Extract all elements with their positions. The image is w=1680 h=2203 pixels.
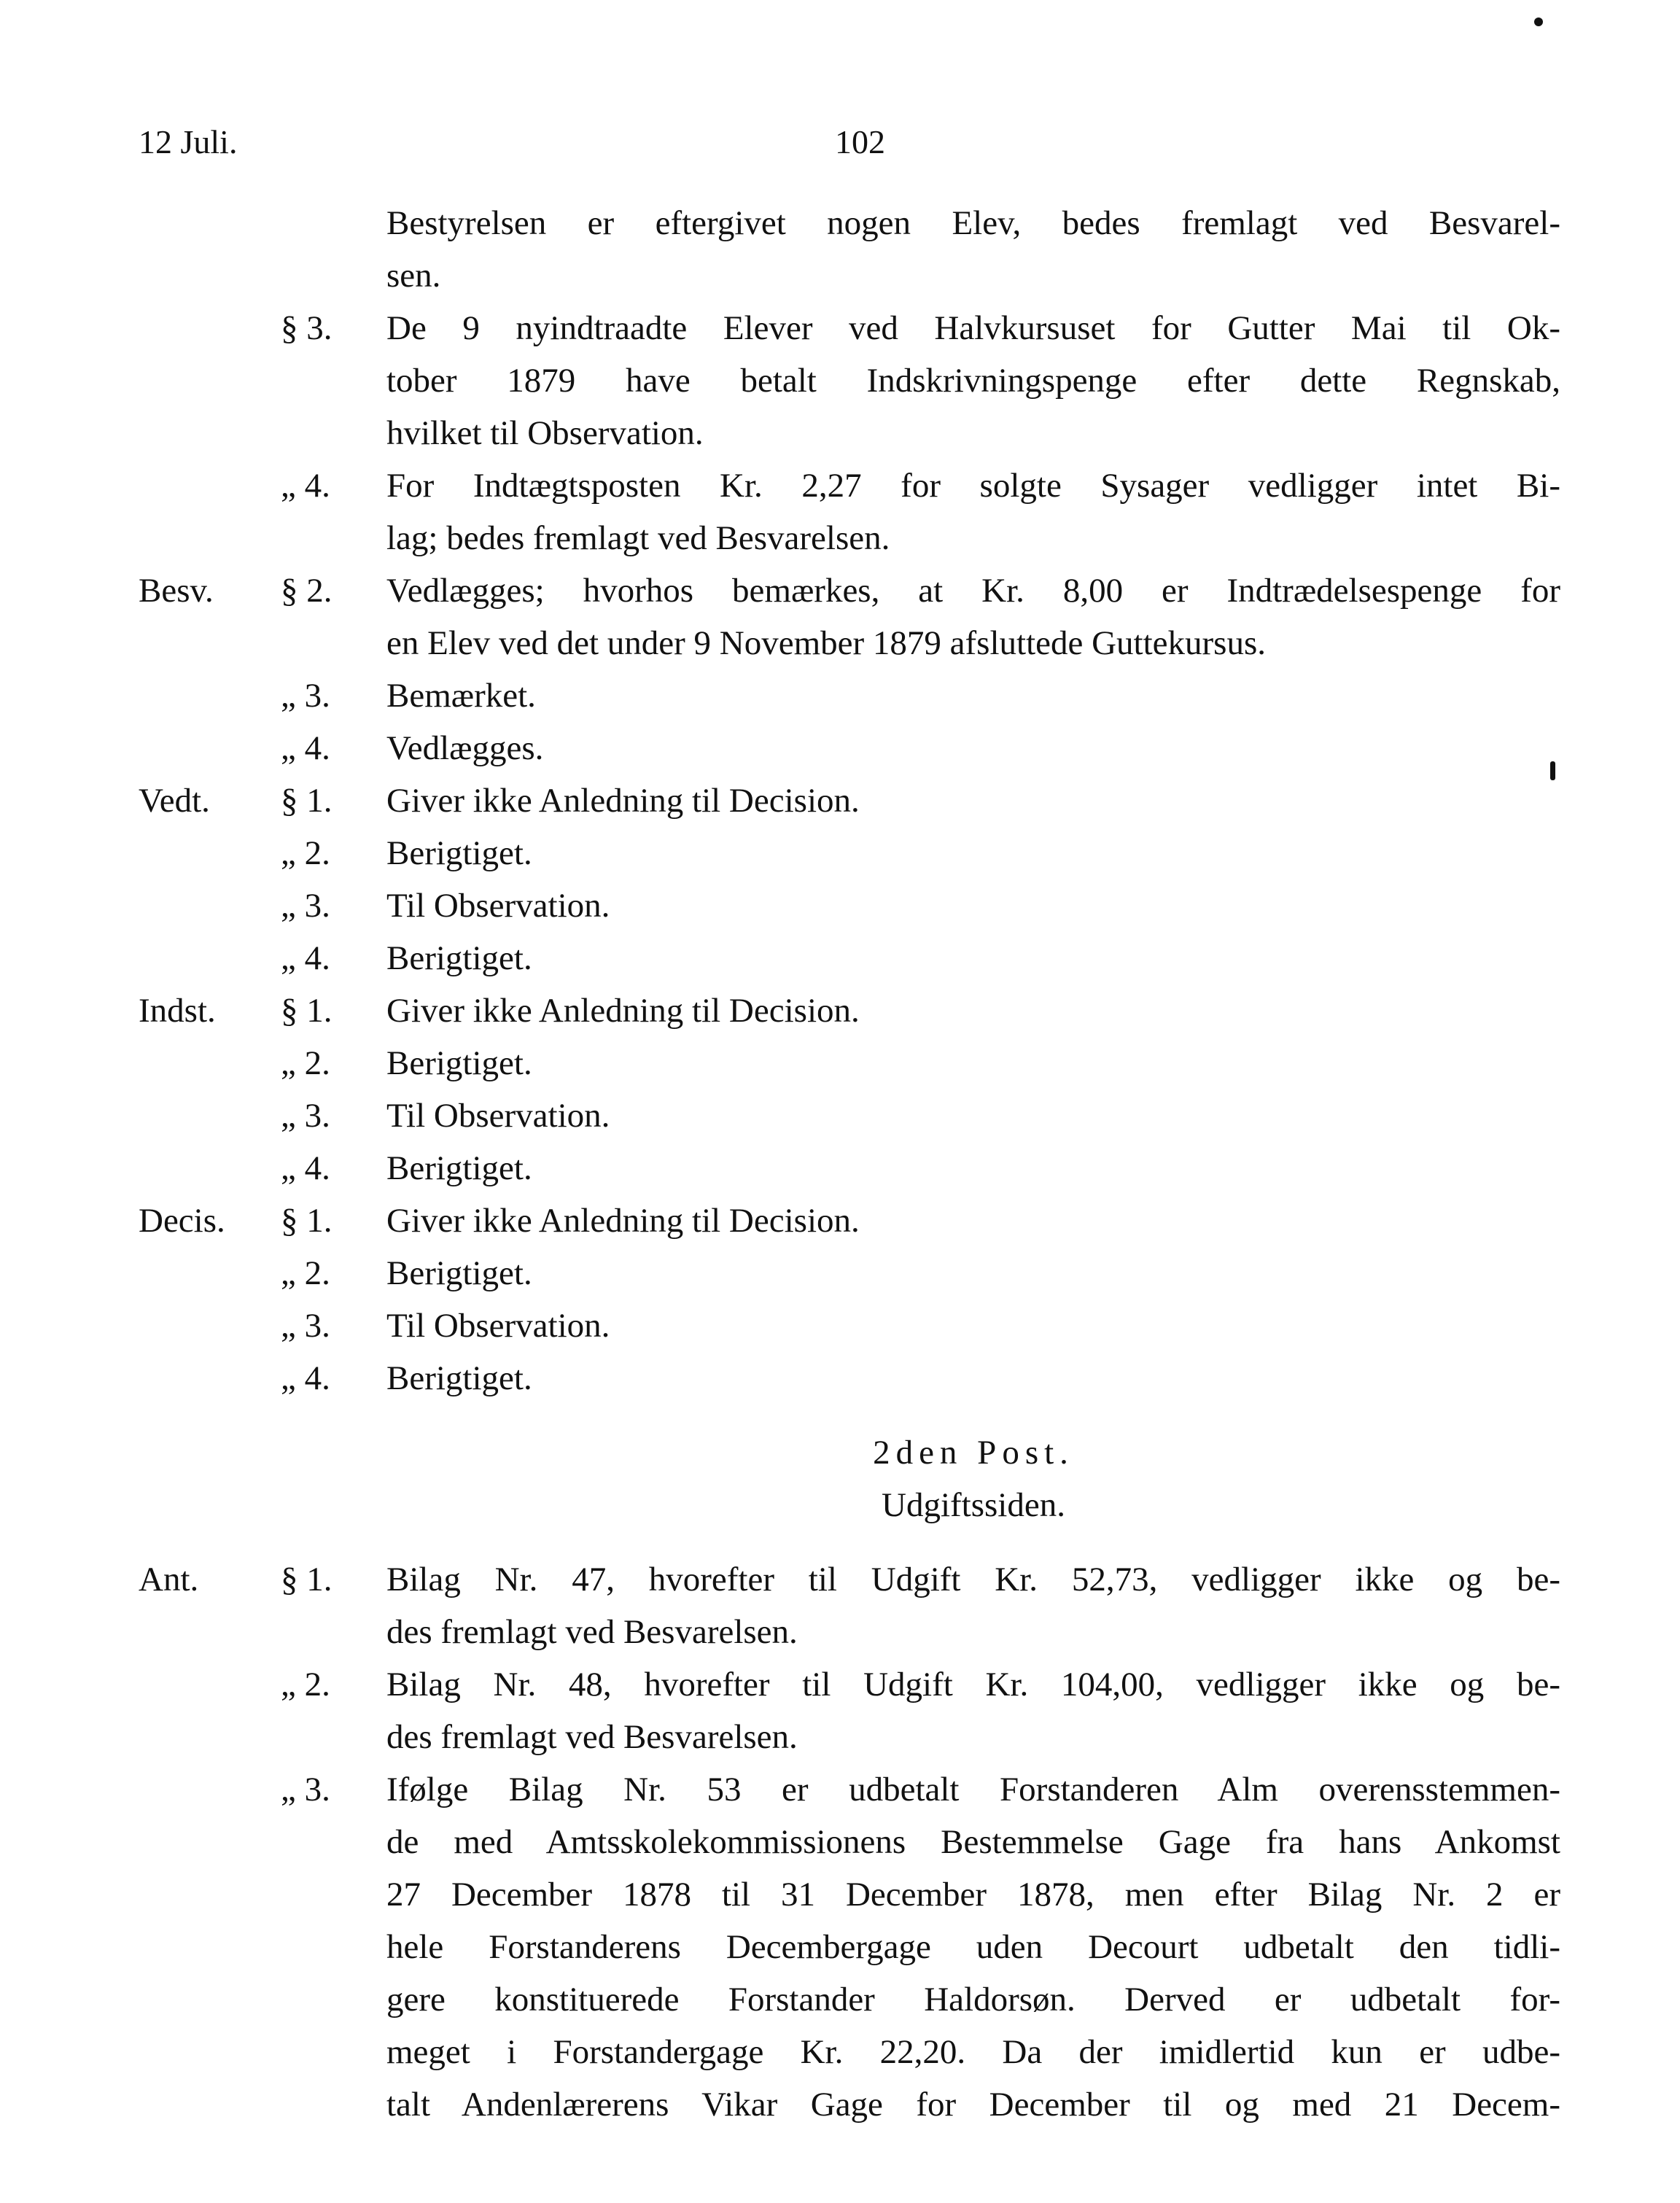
line-text: De 9 nyindtraadte Elever ved Halvkursuset for Gutter Mai til Ok- bbox=[386, 309, 1560, 347]
text-line bbox=[0, 1763, 1680, 1816]
line-text: tober 1879 have betalt Indskrivningspenge efter dette Regnskab, bbox=[386, 362, 1560, 400]
text-line bbox=[0, 459, 1680, 512]
header-date: 12 Juli. bbox=[139, 123, 238, 160]
text-line bbox=[0, 1194, 1680, 1247]
paragraph-mark: „ 3. bbox=[281, 1771, 330, 1808]
line-text: Berigtiget. bbox=[386, 1149, 532, 1187]
text-line bbox=[0, 1606, 1680, 1658]
text-line bbox=[0, 1142, 1680, 1194]
line-text: des fremlagt ved Besvarelsen. bbox=[386, 1613, 798, 1651]
line-text: Berigtiget. bbox=[386, 1359, 532, 1397]
line-text: gere konstituerede Forstander Haldorsøn. Derved er udbetalt for- bbox=[386, 1981, 1560, 2019]
line-text: des fremlagt ved Besvarelsen. bbox=[386, 1718, 798, 1756]
text-line bbox=[0, 564, 1680, 617]
text-line bbox=[0, 1868, 1680, 1921]
margin-label: Indst. bbox=[139, 992, 216, 1030]
text-line bbox=[0, 1711, 1680, 1763]
section-title: 2den Post. bbox=[873, 1434, 1074, 1472]
text-line bbox=[0, 249, 1680, 302]
text-line bbox=[0, 302, 1680, 354]
margin-label: Vedt. bbox=[139, 782, 210, 820]
page-header bbox=[0, 123, 1680, 174]
line-text: Bilag Nr. 48, hvorefter til Udgift Kr. 104,00, vedligger ikke og be- bbox=[386, 1666, 1560, 1703]
text-line bbox=[0, 1973, 1680, 2026]
line-text: talt Andenlærerens Vikar Gage for December til og med 21 Decem- bbox=[386, 2086, 1560, 2124]
text-line bbox=[0, 879, 1680, 932]
text-line bbox=[0, 1553, 1680, 1606]
section-subtitle: Udgiftssiden. bbox=[882, 1486, 1065, 1524]
line-text: For Indtægtsposten Kr. 2,27 for solgte Sysager vedligger intet Bi- bbox=[386, 467, 1560, 505]
paragraph-mark: „ 4. bbox=[281, 467, 330, 505]
paragraph-mark: § 1. bbox=[281, 992, 332, 1030]
text-line bbox=[0, 722, 1680, 774]
line-text: Giver ikke Anledning til Decision. bbox=[386, 992, 860, 1030]
text-line bbox=[0, 827, 1680, 879]
line-text: Giver ikke Anledning til Decision. bbox=[386, 782, 860, 820]
text-line bbox=[0, 669, 1680, 722]
text-line bbox=[0, 512, 1680, 564]
paragraph-mark: § 1. bbox=[281, 1202, 332, 1240]
line-text: hele Forstanderens Decembergage uden Decourt udbetalt den tidli- bbox=[386, 1928, 1560, 1966]
paragraph-mark: § 3. bbox=[281, 309, 332, 347]
line-text: Til Observation. bbox=[386, 1307, 610, 1345]
line-text: Berigtiget. bbox=[386, 1254, 532, 1292]
line-text: de med Amtsskolekommissionens Bestemmelse Gage fra hans Ankomst bbox=[386, 1823, 1560, 1861]
margin-label: Ant. bbox=[139, 1561, 199, 1598]
paragraph-mark: „ 2. bbox=[281, 1044, 330, 1082]
paragraph-mark: „ 3. bbox=[281, 887, 330, 925]
margin-label: Besv. bbox=[139, 572, 214, 610]
line-text: Bemærket. bbox=[386, 677, 536, 715]
ink-speck bbox=[1534, 18, 1543, 26]
paragraph-mark: „ 2. bbox=[281, 834, 330, 872]
text-line bbox=[0, 1247, 1680, 1299]
paragraph-mark: „ 2. bbox=[281, 1254, 330, 1292]
text-line bbox=[0, 197, 1680, 249]
paragraph-mark: „ 4. bbox=[281, 1149, 330, 1187]
paragraph-mark: „ 4. bbox=[281, 1359, 330, 1397]
ink-speck bbox=[1550, 761, 1555, 780]
line-text: Til Observation. bbox=[386, 1097, 610, 1135]
line-text: Bestyrelsen er eftergivet nogen Elev, bedes fremlagt ved Besvarel- bbox=[386, 204, 1560, 242]
text-line bbox=[0, 354, 1680, 407]
line-text: Vedlægges. bbox=[386, 729, 544, 767]
line-spacer bbox=[0, 1531, 1680, 1553]
page-number: 102 bbox=[835, 123, 885, 160]
line-text: Vedlægges; hvorhos bemærkes, at Kr. 8,00 er Indtrædelsespenge for bbox=[386, 572, 1560, 610]
line-text: hvilket til Observation. bbox=[386, 414, 704, 452]
body-text bbox=[0, 197, 1680, 2131]
paragraph-mark: § 2. bbox=[281, 572, 332, 610]
line-text: Giver ikke Anledning til Decision. bbox=[386, 1202, 860, 1240]
line-spacer bbox=[0, 1404, 1680, 1426]
text-line bbox=[0, 1921, 1680, 1973]
paragraph-mark: „ 2. bbox=[281, 1666, 330, 1703]
line-text: Bilag Nr. 47, hvorefter til Udgift Kr. 52,73, vedligger ikke og be- bbox=[386, 1561, 1560, 1598]
paragraph-mark: § 1. bbox=[281, 782, 332, 820]
paragraph-mark: „ 4. bbox=[281, 939, 330, 977]
text-line bbox=[0, 1352, 1680, 1404]
text-line bbox=[0, 1299, 1680, 1352]
line-text: Berigtiget. bbox=[386, 834, 532, 872]
section-title-line bbox=[0, 1426, 1680, 1479]
line-text: en Elev ved det under 9 November 1879 afsluttede Guttekursus. bbox=[386, 624, 1267, 662]
line-text: Ifølge Bilag Nr. 53 er udbetalt Forstanderen Alm overensstemmen- bbox=[386, 1771, 1560, 1808]
paragraph-mark: „ 3. bbox=[281, 1307, 330, 1345]
paragraph-mark: § 1. bbox=[281, 1561, 332, 1598]
line-text: Berigtiget. bbox=[386, 1044, 532, 1082]
line-text: 27 December 1878 til 31 December 1878, men efter Bilag Nr. 2 er bbox=[386, 1876, 1560, 1913]
paragraph-mark: „ 4. bbox=[281, 729, 330, 767]
line-text: meget i Forstandergage Kr. 22,20. Da der imidlertid kun er udbe- bbox=[386, 2033, 1560, 2071]
margin-label: Decis. bbox=[139, 1202, 225, 1240]
text-line bbox=[0, 2078, 1680, 2131]
section-subtitle-line bbox=[0, 1479, 1680, 1531]
text-line bbox=[0, 617, 1680, 669]
text-line bbox=[0, 1658, 1680, 1711]
text-line bbox=[0, 984, 1680, 1037]
text-line bbox=[0, 774, 1680, 827]
text-line bbox=[0, 2026, 1680, 2078]
paragraph-mark: „ 3. bbox=[281, 677, 330, 715]
line-text: Berigtiget. bbox=[386, 939, 532, 977]
text-line bbox=[0, 932, 1680, 984]
line-text: Til Observation. bbox=[386, 887, 610, 925]
line-text: lag; bedes fremlagt ved Besvarelsen. bbox=[386, 519, 890, 557]
text-line bbox=[0, 407, 1680, 459]
text-line bbox=[0, 1037, 1680, 1089]
line-text: sen. bbox=[386, 257, 441, 295]
text-line bbox=[0, 1816, 1680, 1868]
text-line bbox=[0, 1089, 1680, 1142]
paragraph-mark: „ 3. bbox=[281, 1097, 330, 1135]
